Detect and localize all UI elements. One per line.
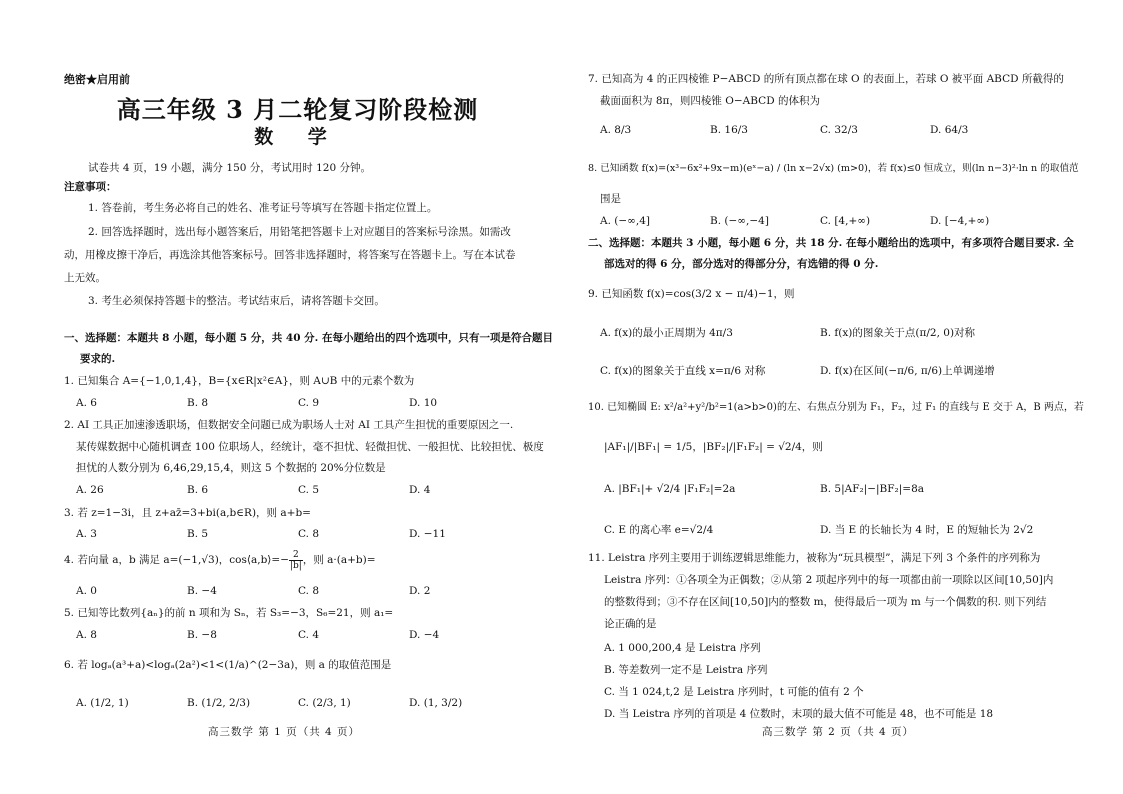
question-9: 9. 已知函数 f(x)=cos(3/2 x − π/4)−1，则 [588,288,795,300]
q8-option-c: C. [4,+∞) [820,215,871,227]
notice-line: 上无效。 [64,272,106,284]
question-3: 3. 若 z=1−3i，且 z+az̄=3+bi(a,b∈R)，则 a+b= [64,507,311,519]
q5-option-c: C. 4 [298,629,320,641]
q7-option-b: B. 16/3 [710,124,748,136]
q1-option-c: C. 9 [298,397,320,409]
q6-option-c: C. (2/3, 1) [298,697,351,709]
q9-option-c: C. f(x)的图象关于直线 x=π/6 对称 [600,365,766,377]
exam-intro: 试卷共 4 页，19 小题，满分 150 分，考试用时 120 分钟。 [88,162,371,174]
q11-option-d: D. 当 Leistra 序列的首项是 4 位数时，末项的最大值不可能是 48，也不可能是 18 [604,708,994,720]
q9-option-a: A. f(x)的最小正周期为 4π/3 [600,327,733,339]
notice-line: 1. 答卷前，考生务必将自己的姓名、准考证号等填写在答题卡指定位置上。 [88,202,438,214]
q3-option-b: B. 5 [187,528,209,540]
q3-option-a: A. 3 [76,528,97,540]
question-11: Leistra 序列：①各项全为正偶数；②从第 2 项起序列中的每一项都由前一项除以区间[10,50]内 [604,574,1054,586]
q5-option-b: B. −8 [187,629,217,641]
q10-option-d: D. 当 E 的长轴长为 4 时，E 的短轴长为 2√2 [820,524,1034,536]
q2-option-b: B. 6 [187,484,209,496]
q2-option-a: A. 26 [76,484,104,496]
q5-option-d: D. −4 [409,629,440,641]
question-2: 某传媒数据中心随机调查 100 位职场人，经统计，毫不担忧、轻微担忧、一般担忧、比较担忧、极度 [76,441,544,453]
q6-option-d: D. (1, 3/2) [409,697,463,709]
q3-option-c: C. 8 [298,528,320,540]
question-4 [64,549,376,571]
q10-option-a: A. |BF₁|+ √2/4 |F₁F₂|=2a [604,483,736,495]
q6-option-a: A. (1/2, 1) [76,697,129,709]
q8-option-d: D. [−4,+∞) [930,215,990,227]
question-7: 截面面积为 8π，则四棱锥 O−ABCD 的体积为 [600,95,820,107]
section-1-heading: 要求的. [80,353,116,365]
page-1-footer: 高三数学 第 1 页（共 4 页） [208,726,361,738]
q10-option-c: C. E 的离心率 e=√2/4 [604,524,714,536]
notice-line: 3. 考生必须保持答题卡的整洁。考试结束后，请将答题卡交回。 [88,295,385,307]
q4-option-a: A. 0 [76,585,97,597]
confidential-mark: 绝密★启用前 [64,73,130,86]
section-1-heading: 一、选择题：本题共 8 小题，每小题 5 分，共 40 分. 在每小题给出的四个选项中，只有一项是符合题目 [64,332,553,344]
q10-option-b: B. 5|AF₂|−|BF₂|=8a [820,483,925,495]
question-11: 11. Leistra 序列主要用于训练逻辑思维能力，被称为“玩具模型”，满足下列 3 个条件的序列称为 [588,552,1041,564]
question-2: 2. AI 工具正加速渗透职场，但数据安全问题已成为职场人士对 AI 工具产生担忧的重要原因之一. [64,419,514,431]
subject-title: 数 学 [254,126,341,148]
q1-option-a: A. 6 [76,397,97,409]
question-2: 担忧的人数分别为 6,46,29,15,4，则这 5 个数据的 20%分位数是 [76,462,386,474]
q6-option-b: B. (1/2, 2/3) [187,697,251,709]
q7-option-c: C. 32/3 [820,124,858,136]
q7-option-a: A. 8/3 [600,124,632,136]
q8-option-a: A. (−∞,4] [600,215,651,227]
section-2-heading: 二、选择题：本题共 3 小题，每小题 6 分，共 18 分. 在每小题给出的选项中，有多项符合题目要求. 全 [588,237,1074,249]
q4-fraction: $\frac{2}{|b|}$ [290,549,302,571]
question-11: 的整数得到；③不存在区间[10,50]内的整数 m，使得最后一项为 m 与一个偶数的积. 则下列结 [604,596,1047,608]
q8-option-b: B. (−∞,−4] [710,215,769,227]
question-5: 5. 已知等比数列{aₙ}的前 n 项和为 Sₙ，若 S₃=−3，S₆=21，则 a₁= [64,607,394,619]
question-8: 围是 [600,193,621,205]
q4-text: 4. 若向量 a，b 满足 a=(−1,√3)，cos⟨a,b⟩=− [64,554,289,566]
q4-option-c: C. 8 [298,585,320,597]
question-7: 7. 已知高为 4 的正四棱锥 P−ABCD 的所有顶点都在球 O 的表面上，若球 O 被平面 ABCD 所截得的 [588,73,1064,85]
q7-option-d: D. 64/3 [930,124,969,136]
q5-option-a: A. 8 [76,629,97,641]
question-6: 6. 若 logₐ(a³+a)<logₐ(2a²)<1<(1/a)^(2−3a)，则 a 的取值范围是 [64,659,392,671]
q1-option-d: D. 10 [409,397,438,409]
q11-option-c: C. 当 1 024,t,2 是 Leistra 序列时，t 可能的值有 2 个 [604,686,864,698]
question-10: 10. 已知椭圆 E: x²/a²+y²/b²=1(a>b>0)的左、右焦点分别为 F₁，F₂，过 F₁ 的直线与 E 交于 A，B 两点，若 [588,402,1084,413]
q2-option-c: C. 5 [298,484,320,496]
notice-line: 动，用橡皮擦干净后，再选涂其他答案标号。回答非选择题时，将答案写在答题卡上。写在本试卷 [64,249,516,261]
q11-option-a: A. 1 000,200,4 是 Leistra 序列 [604,642,761,654]
q11-option-b: B. 等差数列一定不是 Leistra 序列 [604,664,768,676]
page-2-footer: 高三数学 第 2 页（共 4 页） [762,726,915,738]
q2-option-d: D. 4 [409,484,431,496]
q9-option-d: D. f(x)在区间(−π/6, π/6)上单调递增 [820,365,995,377]
question-1: 1. 已知集合 A={−1,0,1,4}，B={x∈R|x²∈A}，则 A∪B 中的元素个数为 [64,375,415,387]
q4-text: ，则 a·(a+b)= [302,554,376,566]
section-2-heading: 部选对的得 6 分，部分选对的得部分分，有选错的得 0 分. [604,258,879,270]
question-8: 8. 已知函数 f(x)=(x³−6x²+9x−m)(eˣ−a) / (ln x−2√x) (m>0)，若 f(x)≤0 恒成立，则(ln n−3)²·ln n 的取值范 [588,163,1079,174]
q9-option-b: B. f(x)的图象关于点(π/2, 0)对称 [820,327,976,339]
question-10: |AF₁|/|BF₁| = 1/5，|BF₂|/|F₁F₂| = √2/4，则 [604,441,823,453]
notice-line: 2. 回答选择题时，选出每小题答案后，用铅笔把答题卡上对应题目的答案标号涂黑。如需改 [88,226,511,238]
question-11: 论正确的是 [604,618,657,630]
q1-option-b: B. 8 [187,397,209,409]
exam-title: 高三年级 3 月二轮复习阶段检测 [116,95,479,124]
q3-option-d: D. −11 [409,528,446,540]
notice-heading: 注意事项： [64,181,117,193]
q4-option-b: B. −4 [187,585,217,597]
q4-option-d: D. 2 [409,585,431,597]
